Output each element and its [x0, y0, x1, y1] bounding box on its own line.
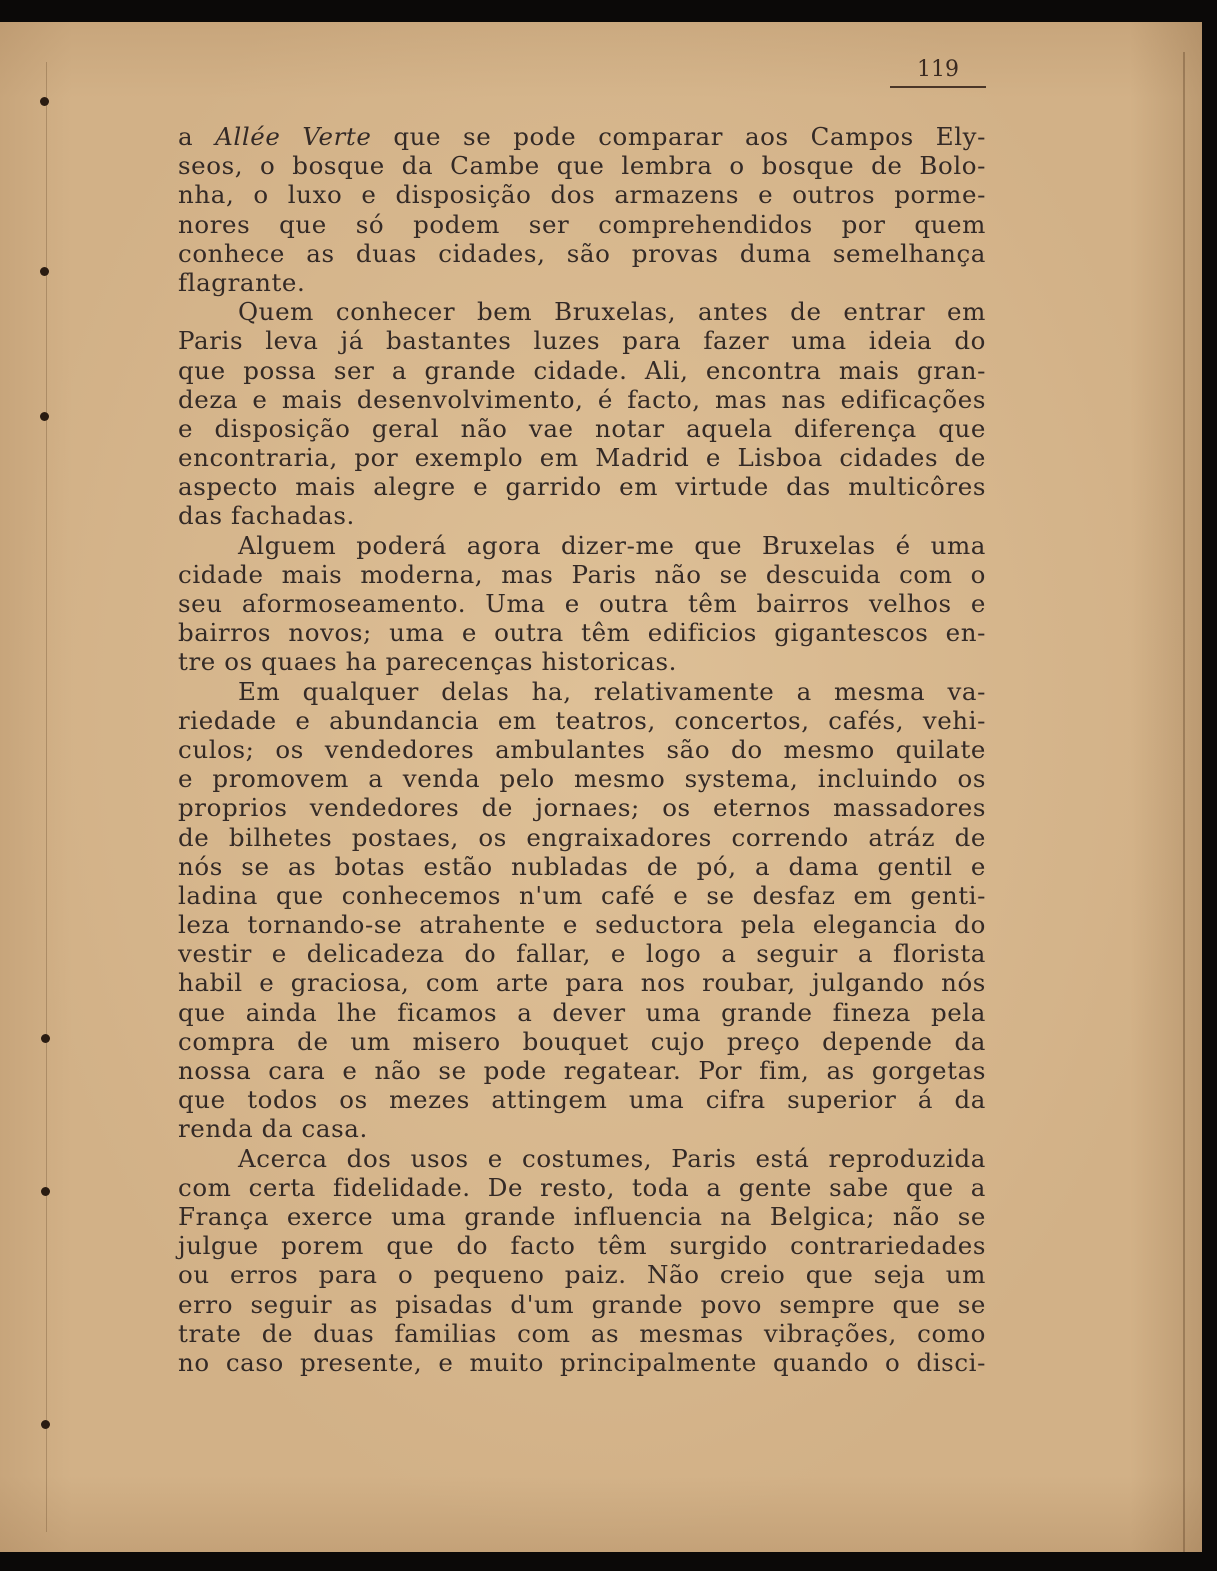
page-number: 119 — [890, 57, 986, 88]
body-text — [178, 122, 986, 1377]
text-line: nós se as botas estão nubladas de pó, a dama gentil e — [178, 851, 986, 881]
binding-hole — [40, 267, 49, 276]
text-line: nores que só podem ser comprehendidos por quem — [178, 209, 986, 239]
text-line: Quem conhecer bem Bruxelas, antes de entrar em — [238, 297, 986, 327]
text-line: seu aformoseamento. Uma e outra têm bairros velhos e — [178, 589, 986, 618]
text-line: Alguem poderá agora dizer-me que Bruxelas é uma — [238, 530, 986, 560]
text-line: compra de um misero bouquet cujo preço depende da — [178, 1026, 986, 1056]
text-line-prefix: a — [178, 122, 216, 151]
text-line: culos; os vendedores ambulantes são do mesmo quilate — [178, 734, 986, 764]
text-line: Em qualquer delas ha, relativamente a mesma va- — [238, 676, 986, 706]
text-line: cidade mais moderna, mas Paris não se descuida com o — [178, 559, 986, 589]
text-line: Acerca dos usos e costumes, Paris está reproduzida — [238, 1143, 986, 1173]
book-page — [0, 22, 1202, 1552]
text-line: e promovem a venda pelo mesmo systema, incluindo os — [178, 764, 986, 794]
page-fold-edge — [1183, 52, 1185, 1552]
binding-hole — [41, 1187, 50, 1196]
text-line: vestir e delicadeza do fallar, e logo a seguir a florista — [178, 939, 986, 969]
text-line: que ainda lhe ficamos a dever uma grande fineza pela — [178, 997, 986, 1027]
binding-hole — [40, 412, 49, 421]
text-line: flagrante. — [178, 267, 306, 297]
text-line: ou erros para o pequeno paiz. Não creio que seja um — [178, 1260, 986, 1290]
text-line: deza e mais desenvolvimento, é facto, mas nas edificações — [178, 384, 986, 414]
text-line: e disposição geral não vae notar aquela diferença que — [178, 413, 986, 443]
text-line: riedade e abundancia em teatros, concertos, cafés, vehi- — [178, 705, 986, 735]
text-line — [178, 122, 986, 151]
binding-hole — [40, 97, 49, 106]
text-line: França exerce uma grande influencia na Belgica; não se — [178, 1201, 986, 1231]
text-line: que todos os mezes attingem uma cifra superior á da — [178, 1085, 986, 1115]
binding-hole — [41, 1420, 50, 1429]
text-line: habil e graciosa, com arte para nos roubar, julgando nós — [178, 968, 986, 998]
text-line: aspecto mais alegre e garrido em virtude das multicôres — [178, 472, 986, 502]
text-line: erro seguir as pisadas d'um grande povo sempre que se — [178, 1289, 986, 1319]
text-line: das fachadas. — [178, 501, 355, 531]
text-line: leza tornando-se atrahente e seductora pela elegancia do — [178, 910, 986, 940]
text-line: Paris leva já bastantes luzes para fazer uma ideia do — [178, 326, 986, 356]
text-line: que possa ser a grande cidade. Ali, encontra mais gran- — [178, 355, 986, 385]
italic-phrase: Allée Verte — [215, 122, 372, 151]
text-line: conhece as duas cidades, são provas duma semelhança — [178, 238, 986, 268]
text-line: nha, o luxo e disposição dos armazens e outros porme- — [178, 180, 986, 210]
text-line: de bilhetes postaes, os engraixadores correndo atráz de — [178, 822, 986, 852]
text-line: encontraria, por exemplo em Madrid e Lisboa cidades de — [178, 443, 986, 473]
text-line: nossa cara e não se pode regatear. Por fim, as gorgetas — [178, 1056, 986, 1085]
text-line: renda da casa. — [178, 1114, 368, 1144]
binding-edge — [46, 62, 47, 1532]
text-line: com certa fidelidade. De resto, toda a gente sabe que a — [178, 1172, 986, 1202]
text-line-rest: que se pode comparar aos Campos Ely- — [371, 122, 986, 151]
text-line: no caso presente, e muito principalmente quando o disci- — [178, 1347, 986, 1377]
text-line: bairros novos; uma e outra têm edificios gigantescos en- — [178, 618, 986, 648]
text-line: julgue porem que do facto têm surgido contrariedades — [178, 1231, 986, 1261]
text-line: seos, o bosque da Cambe que lembra o bosque de Bolo- — [178, 151, 986, 181]
text-line: trate de duas familias com as mesmas vibrações, como — [178, 1318, 986, 1348]
text-line: tre os quaes ha parecenças historicas. — [178, 647, 678, 677]
binding-hole — [41, 1034, 50, 1043]
text-line: ladina que conhecemos n'um café e se desfaz em genti- — [178, 880, 986, 910]
text-line: proprios vendedores de jornaes; os eternos massadores — [178, 793, 986, 823]
